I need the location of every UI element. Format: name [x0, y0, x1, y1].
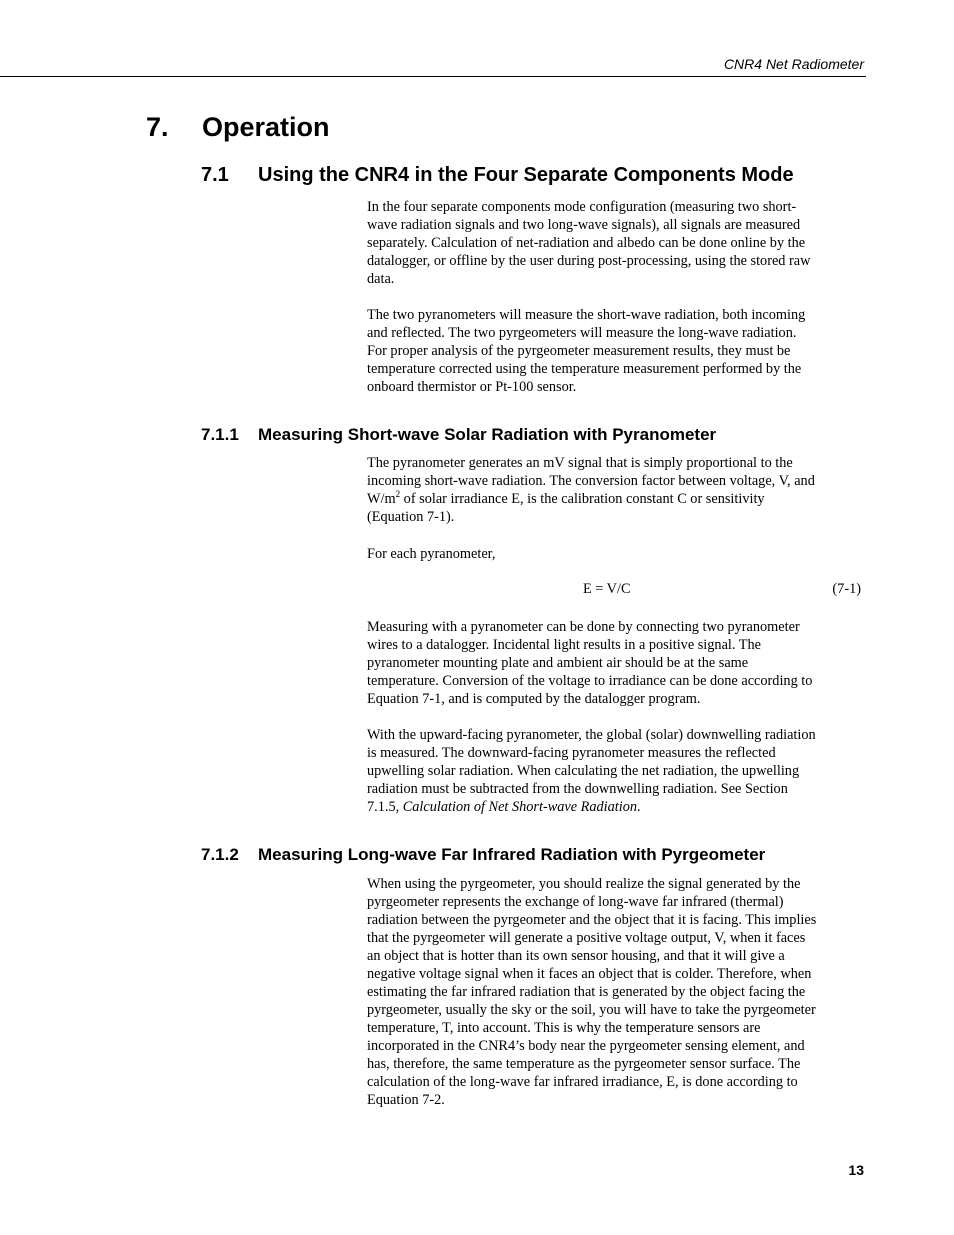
page-number: 13 [848, 1162, 864, 1178]
section-reference: Calculation of Net Short-wave Radiation [402, 799, 638, 815]
equation-number: (7-1) [832, 581, 861, 597]
text-line: datalogger, or offline by the user during post-processing, using the stored raw [367, 253, 811, 269]
text-line: wires to a datalogger. Incidental light results in a positive signal. The [367, 637, 762, 653]
text-line: pyrgeometer represents the exchange of long-wave far infrared (thermal) [367, 894, 784, 910]
subsection-heading-7-1-2 [201, 845, 765, 865]
running-header: CNR4 Net Radiometer [723, 56, 864, 72]
text-line: Measuring with a pyranometer can be done by connecting two pyranometer [367, 619, 800, 635]
chapter-heading [146, 112, 330, 143]
text-line: (Equation 7-1). [367, 509, 455, 525]
text-line: is measured. The downward-facing pyranometer measures the reflected [367, 745, 776, 761]
text-line: radiation must be subtracted from the downwelling radiation. See Section [367, 781, 788, 797]
text-line: upwelling solar radiation. When calculating the net radiation, the upwelling [367, 763, 800, 779]
text-line [367, 798, 864, 816]
text-line: calculation of the long-wave far infrared irradiance, E, is done according to [367, 1074, 798, 1090]
text-line: temperature corrected using the temperature measurement performed by the [367, 361, 802, 377]
text-line: incoming short-wave radiation. The conversion factor between voltage, V, and [367, 473, 815, 489]
subsection-title: Measuring Short-wave Solar Radiation with Pyranometer [258, 425, 717, 444]
text-line: data. [367, 271, 395, 287]
header-rule [0, 76, 866, 77]
text-line: In the four separate components mode configuration (measuring two short- [367, 199, 797, 215]
text-line: For each pyranometer, [367, 546, 496, 562]
text-line: temperature. Conversion of the voltage to irradiance can be done according to [367, 673, 813, 689]
text-line: incorporated in the CNR4’s body near the pyrgeometer sensing element, and [367, 1038, 805, 1054]
text-line [367, 490, 864, 508]
section-number: 7.1 [201, 164, 229, 186]
chapter-title: Operation [202, 112, 330, 142]
text-span: 7.1.5, [367, 799, 403, 815]
text-line: The pyranometer generates an mV signal that is simply proportional to the [367, 455, 793, 471]
paragraph-7-1-1-p1 [367, 454, 864, 526]
paragraph-7-1-2-p1 [367, 875, 864, 1109]
subsection-heading-7-1-1 [201, 425, 716, 445]
section-title: Using the CNR4 in the Four Separate Components Mode [258, 164, 794, 186]
text-line: For proper analysis of the pyrgeometer measurement results, they must be [367, 343, 791, 359]
subsection-number: 7.1.1 [201, 425, 239, 444]
text-line: Equation 7-1, and is computed by the datalogger program. [367, 691, 701, 707]
text-line: has, therefore, the same temperature as the pyrgeometer sensor surface. The [367, 1056, 801, 1072]
text-span: of solar irradiance E, is the calibration constant C or sensitivity [400, 491, 765, 507]
text-line: pyrgeometer, usually the sky or the soil, you will have to take the pyrgeometer [367, 1002, 816, 1018]
text-line: estimating the far infrared radiation that is generated by the object facing the [367, 984, 806, 1000]
paragraph-7-1-1-p3 [367, 618, 864, 708]
superscript: 2 [395, 489, 401, 500]
paragraph-7-1-1-p4 [367, 726, 864, 816]
text-line: negative voltage signal when it faces an object that is colder. Therefore, when [367, 966, 812, 982]
text-line: and reflected. The two pyrgeometers will measure the long-wave radiation. [367, 325, 797, 341]
text-line: Equation 7-2. [367, 1092, 445, 1108]
text-line: wave radiation signals and two long-wave signals), all signals are measured [367, 217, 801, 233]
text-line: When using the pyrgeometer, you should realize the signal generated by the [367, 876, 801, 892]
text-line: that the pyrgeometer will generate a positive voltage output, V, when it faces [367, 930, 806, 946]
text-line: The two pyranometers will measure the short-wave radiation, both incoming [367, 307, 806, 323]
text-line: separately. Calculation of net-radiation and albedo can be done online by the [367, 235, 806, 251]
subsection-title: Measuring Long-wave Far Infrared Radiation with Pyrgeometer [258, 845, 766, 864]
paragraph-7-1-1-p2 [367, 545, 864, 563]
equation: E = V/C [583, 581, 631, 597]
subsection-number: 7.1.2 [201, 845, 239, 864]
paragraph-7-1-p2 [367, 306, 864, 396]
text-line: With the upward-facing pyranometer, the global (solar) downwelling radiation [367, 727, 816, 743]
text-line: temperature, T, into account. This is why the temperature sensors are [367, 1020, 761, 1036]
text-span: . [637, 799, 641, 815]
chapter-number: 7. [146, 112, 169, 142]
text-line: onboard thermistor or Pt-100 sensor. [367, 379, 577, 395]
paragraph-7-1-p1 [367, 198, 864, 288]
section-heading-7-1 [201, 164, 794, 187]
text-line: radiation between the pyrgeometer and the object that it is facing. This implies [367, 912, 817, 928]
text-line: pyranometer mounting plate and ambient air should be at the same [367, 655, 749, 671]
text-line: an object that is hotter than its own sensor housing, and that it will give a [367, 948, 785, 964]
unit-text: W/m [367, 491, 396, 507]
